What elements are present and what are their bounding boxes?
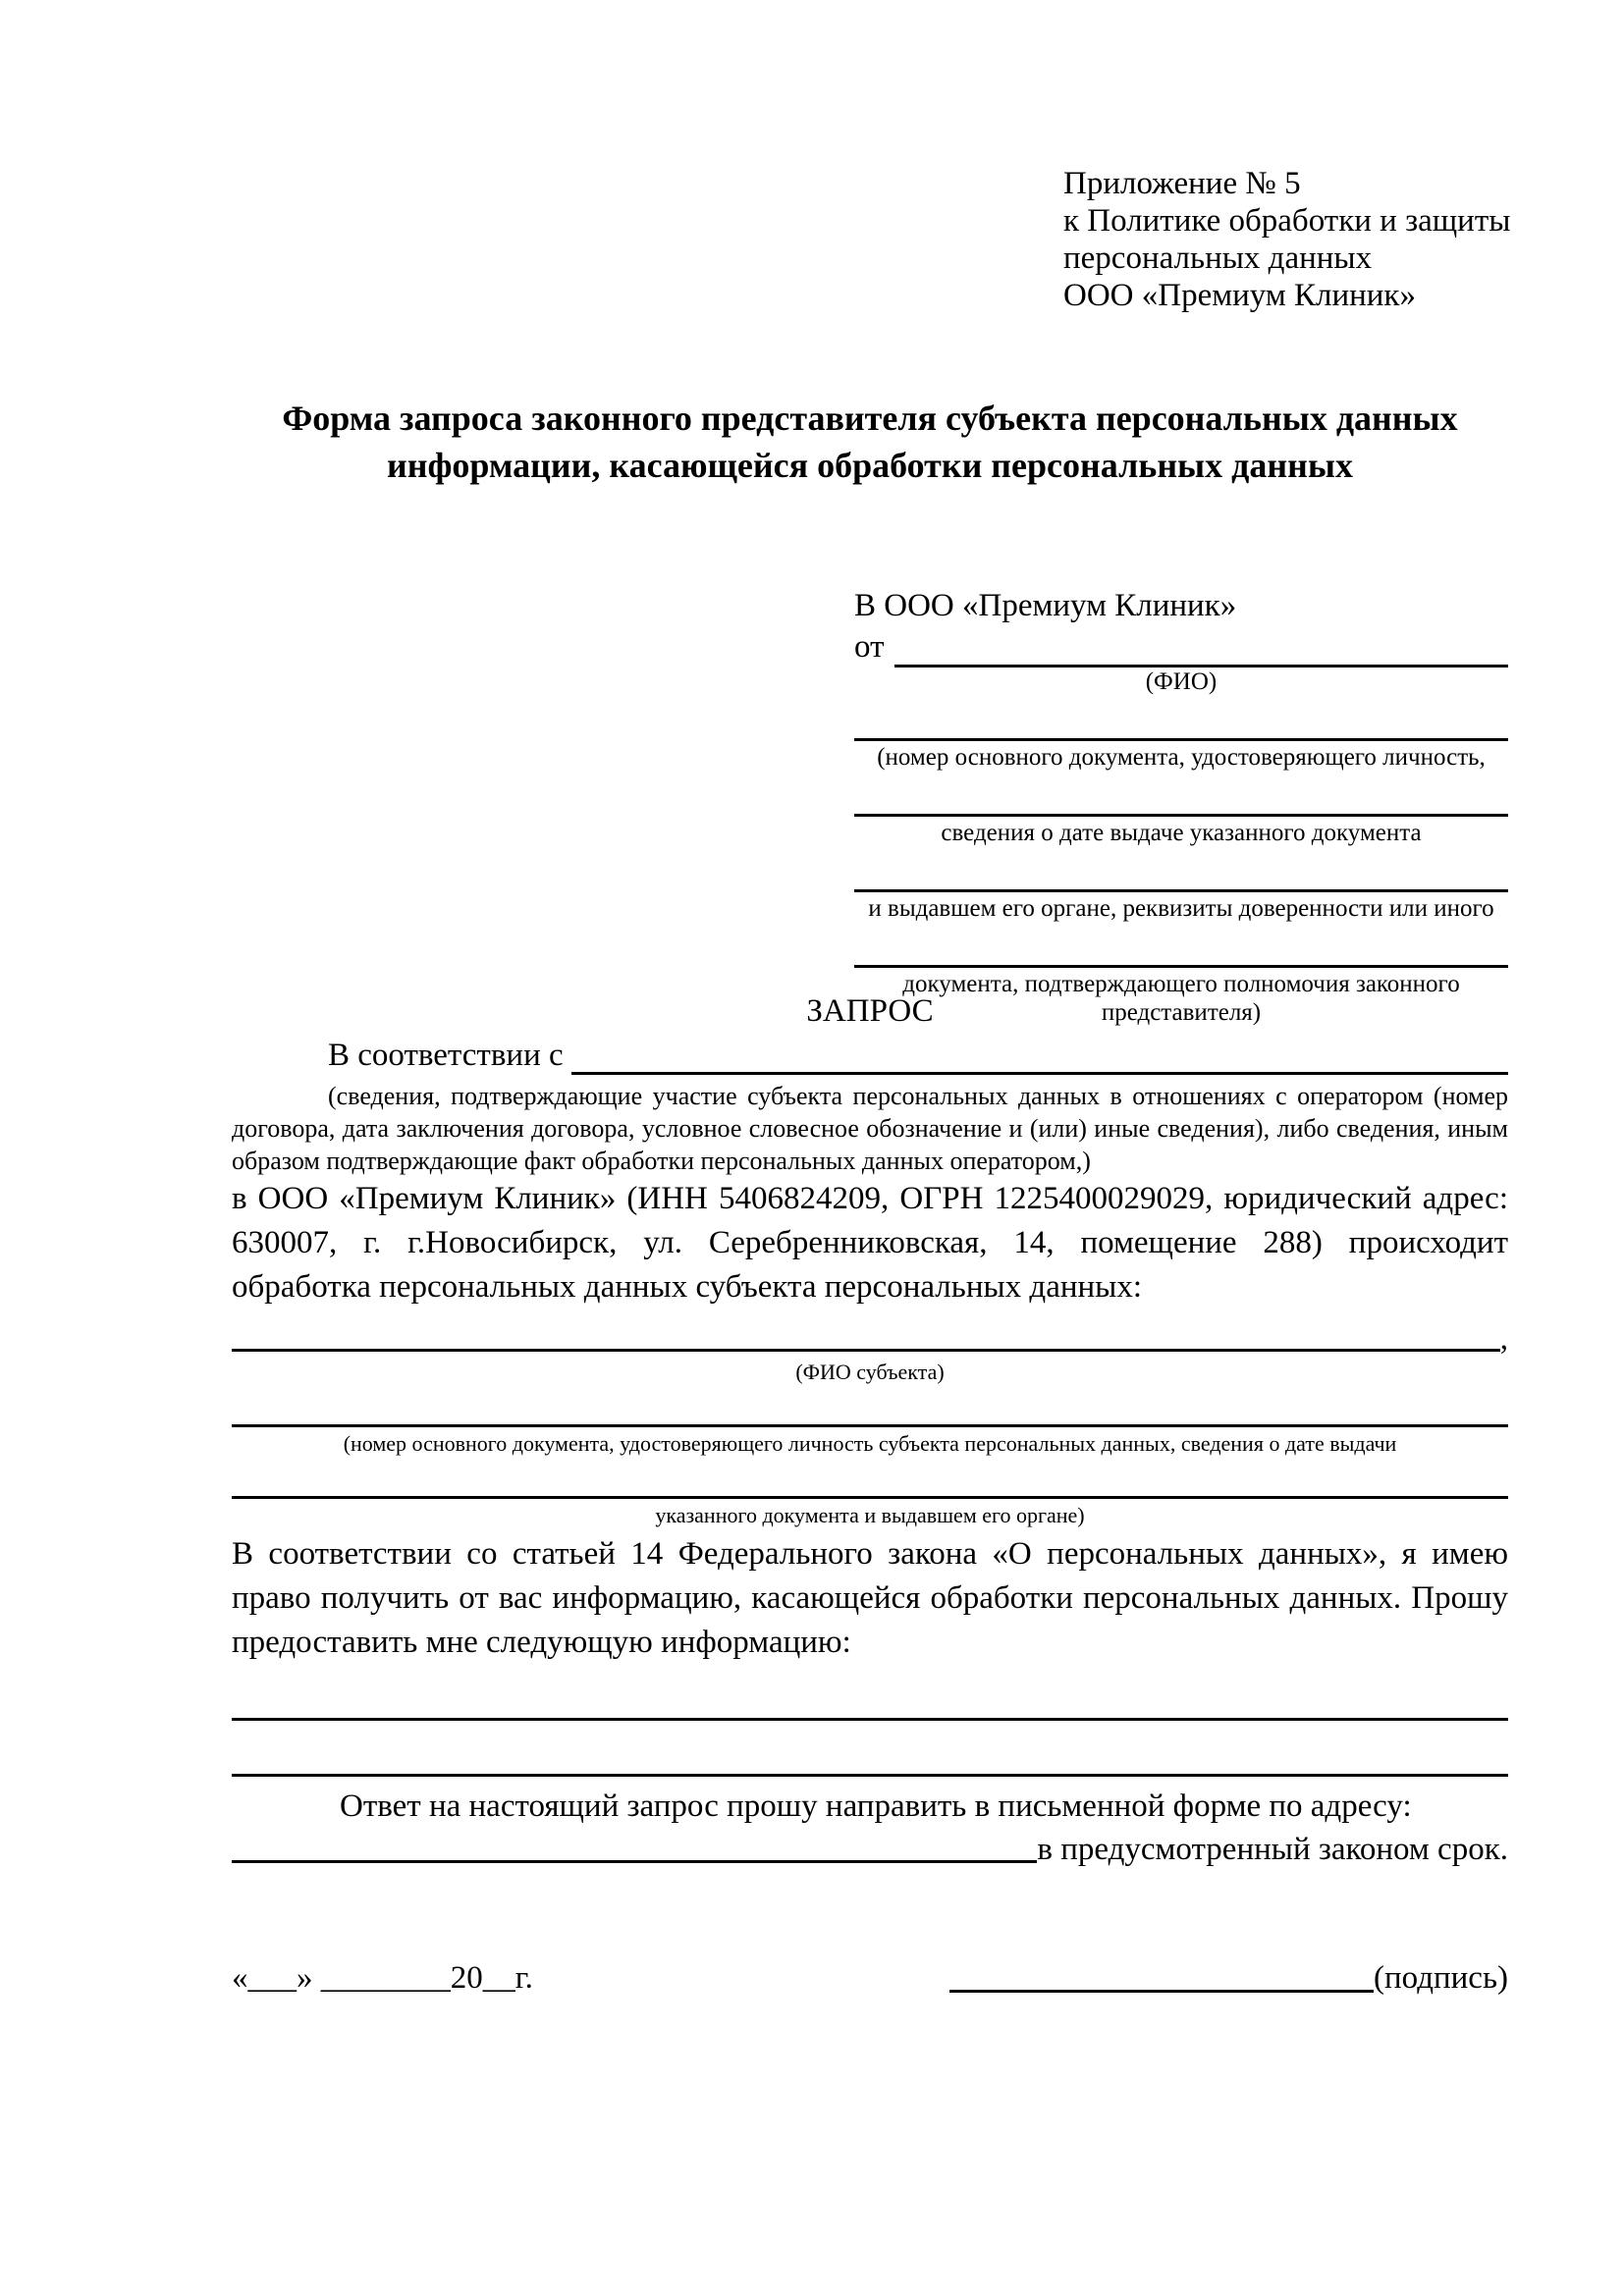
info-blank-line <box>232 1665 1508 1721</box>
appendix-block <box>1063 165 1510 314</box>
accordance-row <box>328 1034 1508 1078</box>
reply-fill-line <box>232 1829 1037 1863</box>
reply-paragraph: Ответ на настоящий запрос прошу направить в письменной форме по адресу: <box>340 1789 1412 1824</box>
subject-doc-caption: (номер основного документа, удостоверяющего личность субъекта персональных данных, сведения о дате выдачи <box>343 1431 1397 1456</box>
appendix-line: ООО «Премиум Клиник» <box>1063 278 1416 313</box>
accordance-text: В соответствии с <box>328 1038 564 1073</box>
fio-caption: (ФИО) <box>1145 668 1218 695</box>
signature-caption: (подпись) <box>1374 1960 1508 1996</box>
signature-row <box>232 1956 1508 2000</box>
reply-suffix: в предусмотренный законом срок. <box>1037 1832 1508 1867</box>
date-line: «___» ________20__г. <box>232 1960 533 1996</box>
subject-doc-caption: указанного документа и выдавшем его органе) <box>655 1503 1085 1527</box>
doc-caption-line: документа, подтверждающего полномочия законного представителя) <box>902 971 1460 1026</box>
subject-doc-line <box>232 1385 1508 1427</box>
law-paragraph: В соответствии со статьей 14 Федерального закона «О персональных данных», я имею право получить от вас информацию, касающейся обработки персональных данных. Прошу предоставить мне следующую информацию: <box>232 1536 1508 1660</box>
appendix-line: к Политике обработки и защиты <box>1063 203 1511 239</box>
blank-line <box>854 923 1508 968</box>
request-heading: ЗАПРОС <box>806 993 934 1029</box>
from-fill-line <box>894 626 1509 667</box>
doc-caption-line: и выдавшем его органе, реквизиты доверенности или иного <box>868 895 1494 922</box>
appendix-line: Приложение № 5 <box>1063 166 1301 201</box>
info-blank-line <box>232 1721 1508 1777</box>
doc-caption-line: сведения о дате выдаче указанного документа <box>941 820 1422 846</box>
blank-line <box>854 772 1508 817</box>
doc-caption-line: (номер основного документа, удостоверяющего личность, <box>877 744 1486 771</box>
blank-line <box>854 696 1508 741</box>
accordance-fill-line <box>571 1034 1508 1075</box>
subject-fill-line <box>232 1319 1500 1352</box>
subject-fio-row <box>232 1319 1508 1359</box>
form-title-line1: Форма запроса законного представителя субъекта персональных данных <box>282 399 1458 438</box>
operator-paragraph: в ООО «Премиум Клиник» (ИНН 5406824209, ОГРН 1225400029029, юридический адрес: 630007, г. г.Новосибирск, ул. Серебренниковская, 14, помещение 288) происходит обработка персональных данных субъекта персональных данных: <box>232 1181 1508 1305</box>
request-body <box>232 989 1508 2000</box>
appendix-line: персональных данных <box>1063 240 1373 276</box>
form-title <box>232 395 1508 489</box>
signature-group <box>949 1956 1508 2000</box>
from-label: от <box>854 629 885 665</box>
form-title-line2: информации, касающейся обработки персональных данных <box>387 446 1353 485</box>
reply-address-row <box>232 1829 1508 1870</box>
addressee-to: В ООО «Премиум Клиник» <box>854 588 1237 623</box>
blank-line <box>854 847 1508 892</box>
signature-line <box>949 1956 1374 1993</box>
from-row <box>854 626 1508 667</box>
comma: , <box>1499 1321 1508 1357</box>
subject-fio-caption: (ФИО субъекта) <box>795 1360 945 1384</box>
accordance-note: (сведения, подтверждающие участие субъекта персональных данных в отношениях с оператором (номер договора, дата заключения договора, условное словесное обозначение и (или) иные сведения), либо сведения, иным образом подтверждающие факт обработки персональных данных оператором,) <box>232 1082 1508 1175</box>
addressee-block <box>854 585 1508 1027</box>
subject-doc-line <box>232 1457 1508 1499</box>
